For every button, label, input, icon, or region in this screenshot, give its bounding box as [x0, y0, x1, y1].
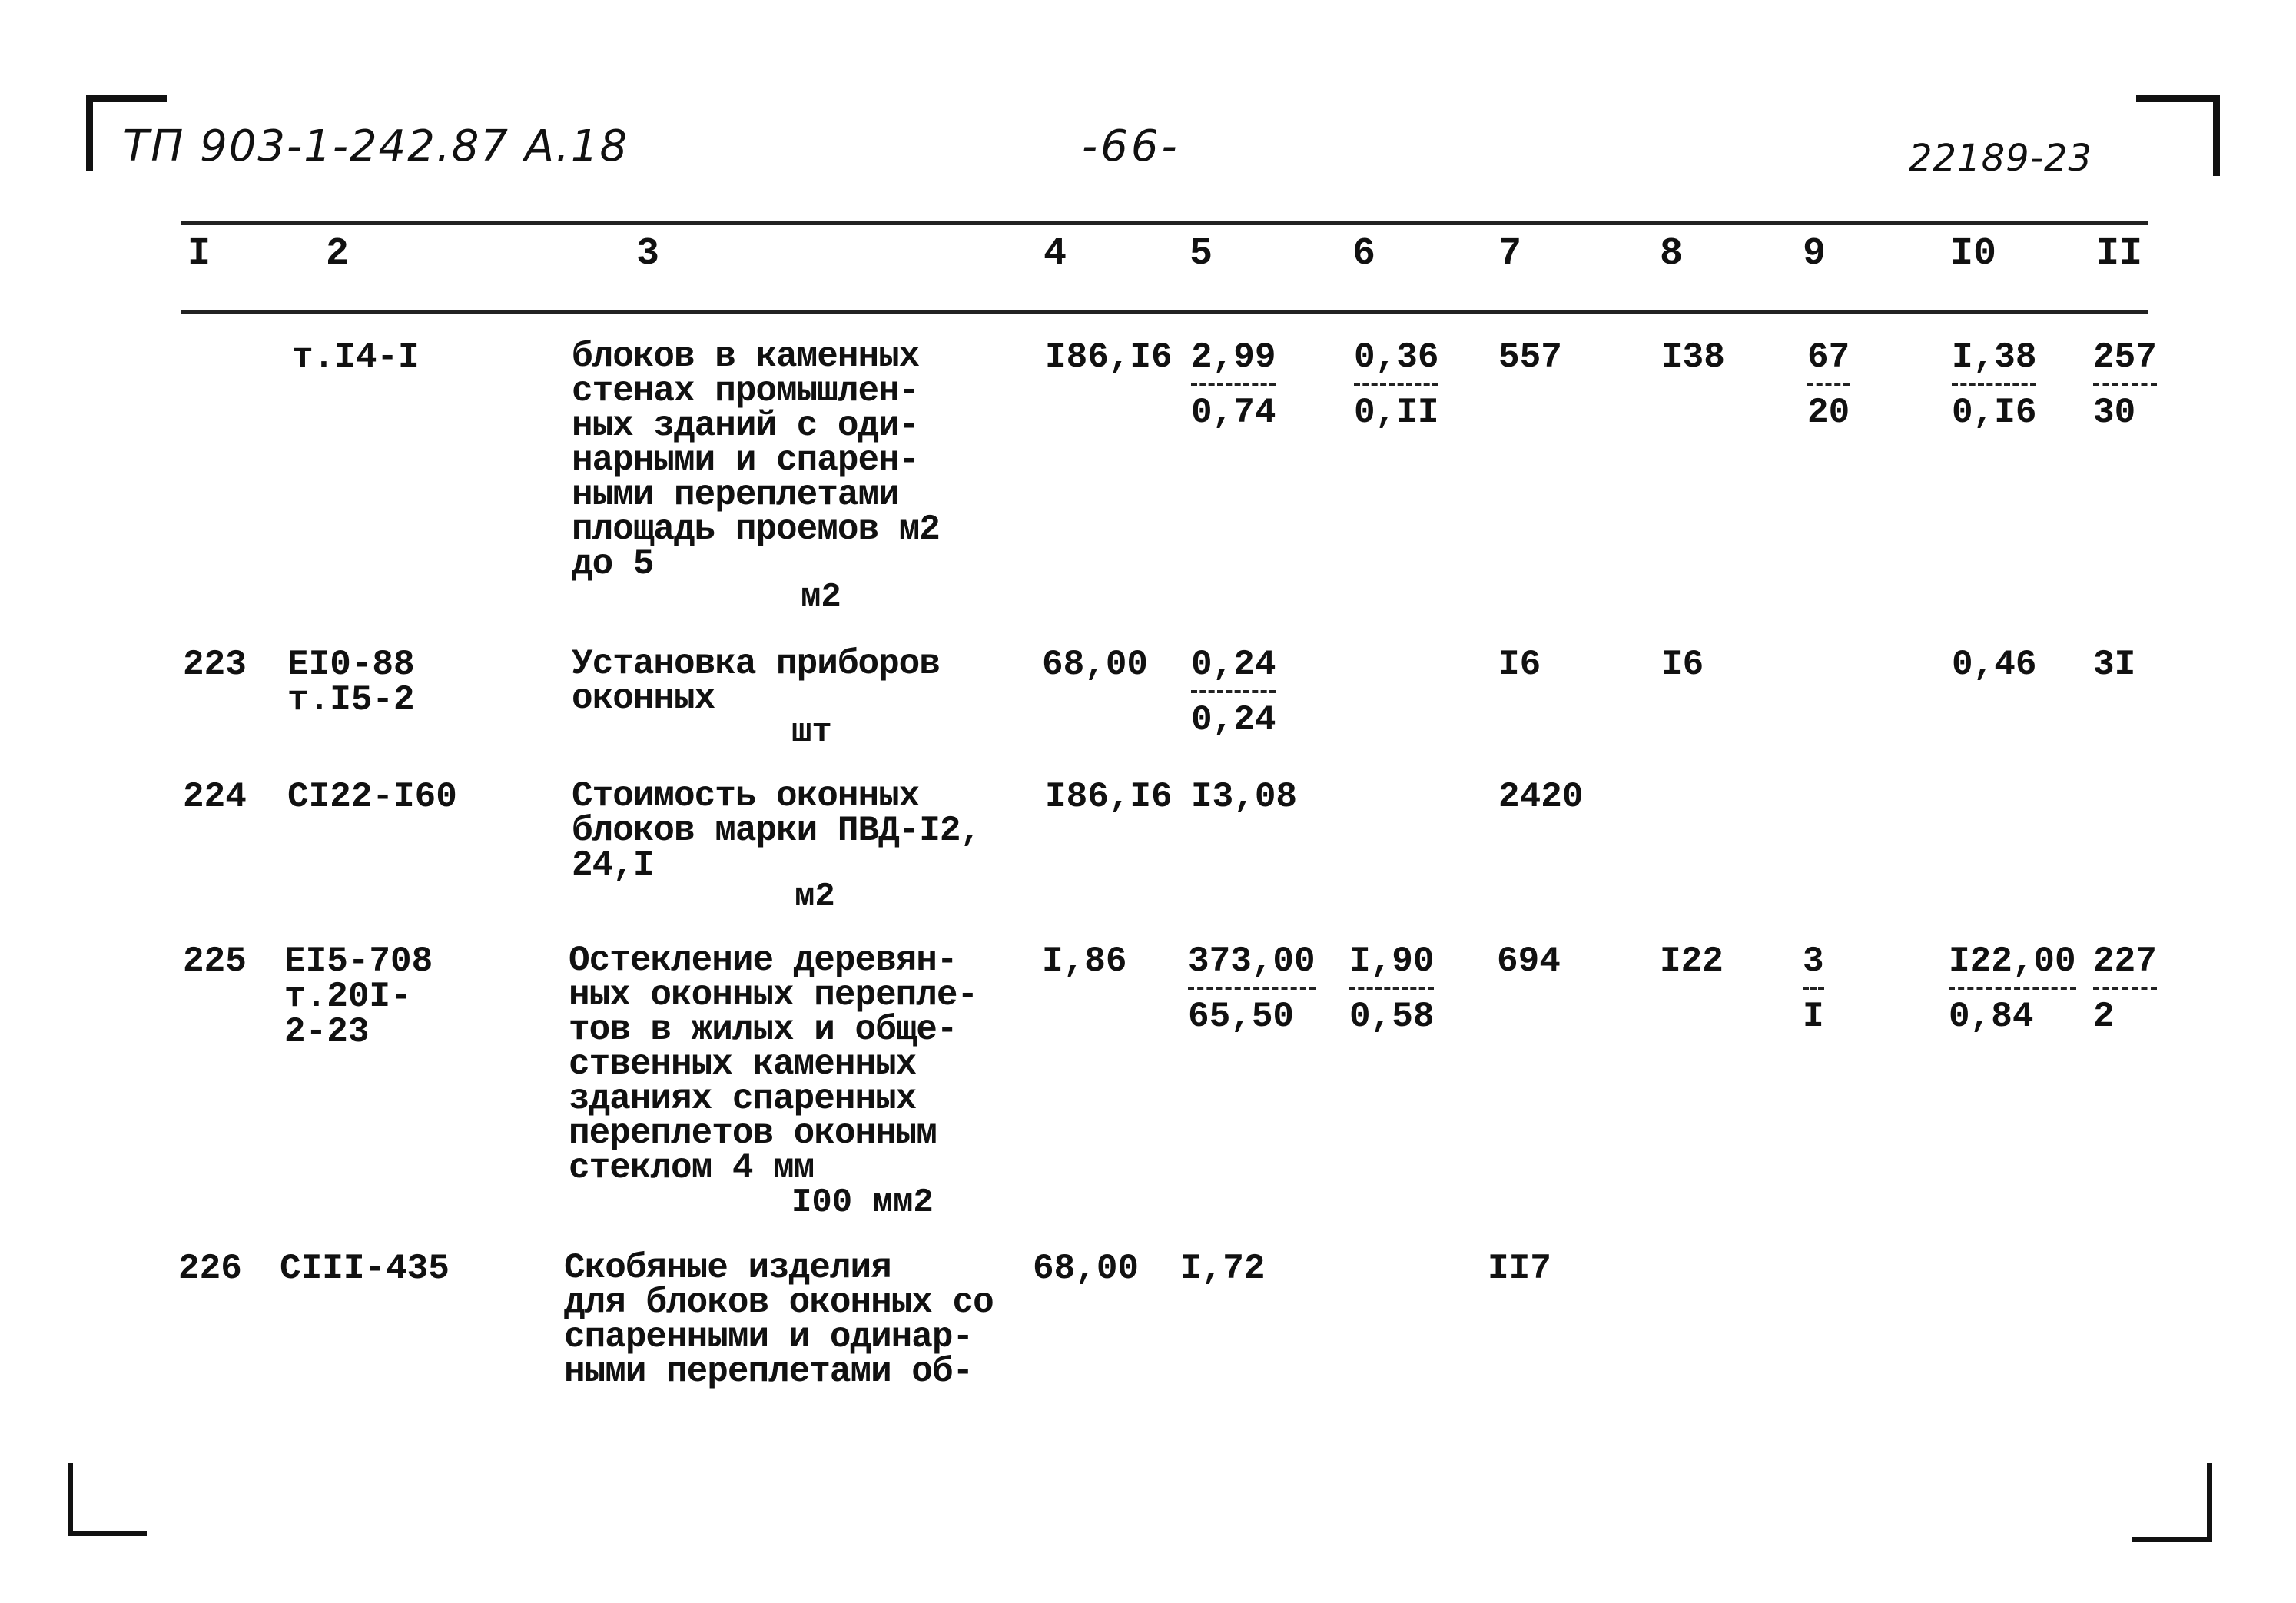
row-code: [292, 337, 420, 377]
corner-bracket-bottom-left: [68, 1463, 147, 1536]
row-col6-numerator: 0,36: [1354, 340, 1438, 386]
row-description-line: площадь проемов м2: [572, 509, 940, 549]
row-col7: II7: [1488, 1249, 1551, 1289]
row-description: [572, 776, 981, 885]
row-code-line: CIII-435: [280, 1249, 450, 1289]
row-col8: I38: [1661, 337, 1725, 377]
row-col4: 68,00: [1042, 645, 1149, 685]
row-col10-numerator: I,38: [1952, 340, 2036, 386]
row-description-line: тов в жилых и обще-: [569, 1010, 957, 1050]
row-description-line: оконных: [572, 679, 715, 719]
archive-number: 22189-23: [1909, 137, 2093, 180]
column-header-3: 3: [636, 232, 660, 276]
row-col5: I3,08: [1191, 777, 1298, 817]
row-description-line: ными переплетами об-: [564, 1352, 974, 1392]
row-col6-fraction: [1349, 941, 1435, 1037]
row-col8: I6: [1661, 645, 1704, 685]
row-col5-denominator: 0,24: [1191, 700, 1276, 740]
row-number: 224: [183, 777, 247, 817]
row-description-line: переплетов оконным: [569, 1113, 937, 1153]
row-col5-numerator: 373,00: [1188, 944, 1316, 990]
row-description-line: Стоимость оконных: [572, 776, 920, 816]
row-col11-fraction: [2093, 337, 2157, 433]
row-description: [564, 1248, 994, 1392]
row-description: [569, 941, 978, 1188]
row-description-line: Скобяные изделия: [564, 1248, 891, 1288]
row-code-line: т.I5-2: [287, 680, 415, 720]
row-col5-fraction: [1188, 941, 1316, 1037]
row-code-line: т.20I-: [284, 977, 412, 1017]
row-col6-denominator: 0,II: [1354, 393, 1439, 433]
corner-bracket-bottom-right: [2132, 1463, 2212, 1542]
row-description-line: для блоков оконных со: [564, 1283, 994, 1323]
row-col10-fraction: [1952, 337, 2037, 433]
column-header-10: I0: [1950, 232, 1997, 276]
row-col4: I86,I6: [1045, 777, 1173, 817]
column-header-8: 8: [1660, 232, 1684, 276]
row-col10-fraction: [1949, 941, 2076, 1037]
row-description-line: нарными и спарен-: [572, 440, 920, 480]
row-col10-numerator: I22,00: [1949, 944, 2076, 990]
row-number: 223: [183, 645, 247, 685]
row-description: [572, 644, 940, 719]
column-header-7: 7: [1498, 232, 1522, 276]
column-header-4: 4: [1043, 232, 1067, 276]
row-description-line: блоков в каменных: [572, 337, 920, 377]
row-col9-fraction: [1807, 337, 1850, 433]
row-description-line: до 5: [572, 544, 654, 584]
row-code-line: т.I4-I: [292, 337, 420, 377]
row-col5-numerator: 2,99: [1191, 340, 1276, 386]
row-col11-denominator: 2: [2093, 997, 2115, 1037]
row-col9-fraction: [1803, 941, 1824, 1037]
row-col11-numerator: 227: [2093, 944, 2157, 990]
row-description-line: зданиях спаренных: [569, 1079, 917, 1119]
row-description-line: ных зданий с оди-: [572, 406, 920, 446]
row-description: [572, 337, 940, 584]
row-code: [284, 941, 433, 1052]
row-code-line: EI0-88: [287, 645, 415, 685]
row-code-line: EI5-708: [284, 941, 433, 981]
row-unit: м2: [795, 878, 835, 916]
row-col5: I,72: [1180, 1249, 1266, 1289]
row-description-line: спаренными и одинар-: [564, 1317, 974, 1357]
table-top-rule: [181, 221, 2148, 225]
row-col10-denominator: 0,I6: [1952, 393, 2037, 433]
row-code: [280, 1249, 450, 1289]
row-col5-numerator: 0,24: [1191, 647, 1276, 693]
row-col11-numerator: 257: [2093, 340, 2157, 386]
row-col4: 68,00: [1033, 1249, 1140, 1289]
row-col6-denominator: 0,58: [1349, 997, 1435, 1037]
row-col11-denominator: 30: [2093, 393, 2136, 433]
row-col7: 694: [1497, 941, 1561, 981]
column-header-11: II: [2096, 232, 2143, 276]
corner-bracket-top-right: [2136, 95, 2220, 176]
column-header-2: 2: [326, 232, 350, 276]
row-col9-numerator: 3: [1803, 944, 1824, 990]
document-code: ТП 903-1-242.87 А.18: [123, 121, 629, 171]
column-header-5: 5: [1189, 232, 1213, 276]
row-code: [287, 779, 457, 815]
row-description-line: Установка приборов: [572, 644, 940, 684]
row-description-line: ными переплетами: [572, 475, 899, 515]
row-code-line: CI22-I60: [287, 777, 457, 817]
row-description-line: стеклом 4 мм: [569, 1148, 815, 1188]
row-col4: I86,I6: [1045, 337, 1173, 377]
row-description-line: ных оконных перепле-: [569, 975, 978, 1015]
row-col6-fraction: [1354, 337, 1439, 433]
row-col10: 0,46: [1952, 645, 2037, 685]
row-number: 226: [178, 1249, 242, 1289]
row-description-line: Остекление деревян-: [569, 941, 957, 981]
row-col5-fraction: [1191, 647, 1276, 738]
row-col11: 3I: [2093, 645, 2136, 685]
row-description-line: стенах промышлен-: [572, 371, 920, 411]
row-col10-denominator: 0,84: [1949, 997, 2034, 1037]
row-col11-fraction: [2093, 941, 2157, 1037]
row-col9-denominator: I: [1803, 997, 1824, 1037]
row-col7: I6: [1498, 645, 1541, 685]
row-code: [287, 647, 415, 718]
row-col7: 557: [1498, 337, 1562, 377]
row-col7: 2420: [1498, 777, 1584, 817]
row-number: 225: [183, 941, 247, 981]
page-number: -66-: [1082, 121, 1180, 171]
row-description-line: 24,I: [572, 845, 654, 885]
row-col9-numerator: 67: [1807, 340, 1850, 386]
row-description-line: блоков марки ПВД-I2,: [572, 811, 981, 851]
row-col5-denominator: 0,74: [1191, 393, 1276, 433]
row-col5-denominator: 65,50: [1188, 997, 1295, 1037]
row-col6-numerator: I,90: [1349, 944, 1434, 990]
column-header-1: I: [187, 232, 211, 276]
row-unit: м2: [801, 578, 841, 616]
column-header-9: 9: [1803, 232, 1827, 276]
row-col9-denominator: 20: [1807, 393, 1850, 433]
row-unit: шт: [791, 713, 832, 752]
row-col5-fraction: [1191, 337, 1276, 433]
row-col4: I,86: [1042, 941, 1127, 981]
row-col8: I22: [1660, 941, 1724, 981]
row-unit: I00 мм2: [791, 1183, 934, 1222]
row-description-line: ственных каменных: [569, 1044, 917, 1084]
table-header-rule: [181, 310, 2148, 314]
column-header-6: 6: [1352, 232, 1376, 276]
row-code-line: 2-23: [284, 1012, 370, 1052]
